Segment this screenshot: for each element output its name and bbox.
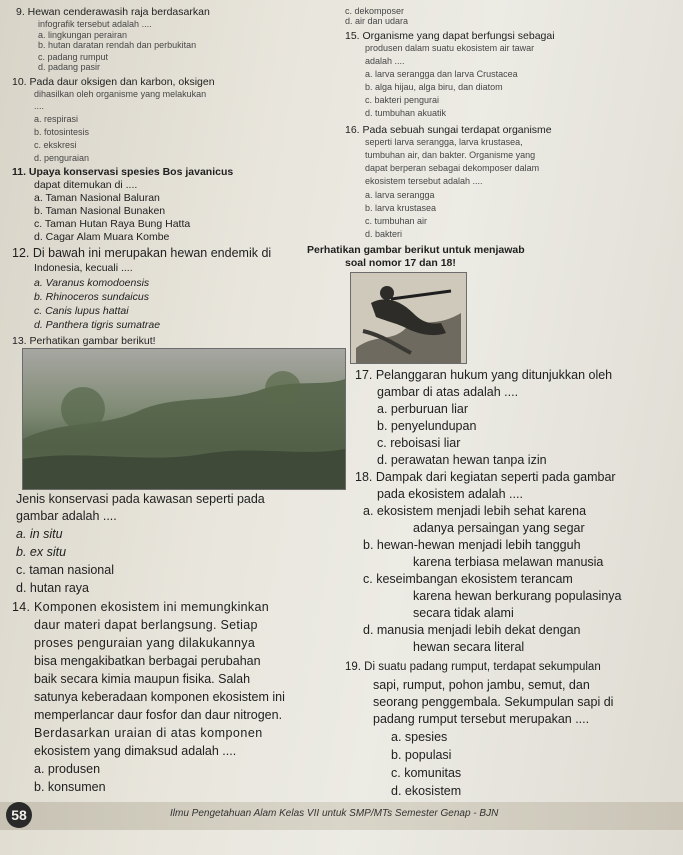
q13-option-b: b. ex situ	[16, 545, 67, 559]
q16-option-b: b. larva krustasea	[365, 203, 437, 213]
q10-line-2: dihasilkan oleh organisme yang melakukan	[34, 89, 207, 99]
q18-option-b: b. hewan-hewan menjadi lebih tangguh	[363, 538, 581, 552]
q13-option-d: d. hutan raya	[16, 581, 89, 595]
q15-line-1: 15. Organisme yang dapat berfungsi sebagai	[345, 30, 555, 42]
q17-option-b: b. penyelundupan	[377, 419, 477, 433]
q11-line-2: dapat ditemukan di ....	[34, 179, 138, 191]
q14-line-5: baik secara kimia maupun fisika. Salah	[34, 672, 251, 686]
q16-option-a: a. larva serangga	[365, 190, 435, 200]
q11-option-c: c. Taman Hutan Raya Bung Hatta	[34, 218, 191, 230]
q12-option-d: d. Panthera tigris sumatrae	[34, 319, 161, 331]
page-number: 58	[6, 802, 32, 828]
q16-line-1: 16. Pada sebuah sungai terdapat organisme	[345, 124, 552, 136]
q10-option-c: c. ekskresi	[34, 140, 77, 150]
q19-line-1: 19. Di suatu padang rumput, terdapat sekumpulan	[345, 661, 601, 673]
q13-intro: 13. Perhatikan gambar berikut!	[12, 335, 156, 347]
q19-option-b: b. populasi	[391, 748, 452, 762]
q18-option-c: c. keseimbangan ekosistem terancam	[363, 572, 573, 586]
q9-option-d: d. padang pasir	[38, 62, 101, 72]
q19-option-c: c. komunitas	[391, 766, 462, 780]
q19-line-3: seorang penggembala. Sekumpulan sapi di	[373, 695, 614, 709]
q18-option-a-cont: adanya persaingan yang segar	[413, 521, 585, 535]
q9-option-a: a. lingkungan perairan	[38, 30, 128, 40]
q14-line-4: bisa mengakibatkan berbagai perubahan	[34, 654, 261, 668]
q16-line-4: dapat berperan sebagai dekomposer dalam	[365, 163, 540, 173]
q12-option-b: b. Rhinoceros sundaicus	[34, 291, 149, 303]
q10-option-d: d. penguraian	[34, 153, 90, 163]
q16-line-2: seperti larva serangga, larva krustasea,	[365, 137, 523, 147]
q19-line-4: padang rumput tersebut merupakan ....	[373, 712, 590, 726]
q14-line-7: memperlancar daur fosfor dan daur nitrogen.	[34, 708, 283, 722]
q14-line-6: satunya keberadaan komponen ekosistem ini	[34, 690, 285, 704]
q9-line-2: infografik tersebut adalah ....	[38, 19, 152, 29]
q13-option-a: a. in situ	[16, 527, 63, 541]
q14-option-a: a. produsen	[34, 762, 101, 776]
q19-option-d: d. ekosistem	[391, 784, 462, 798]
hunter-drawing	[351, 273, 466, 363]
park-photo-illustration	[23, 349, 345, 489]
q13-line-1: Jenis konservasi pada kawasan seperti pada	[16, 492, 265, 506]
footer-title: Ilmu Pengetahuan Alam Kelas VII untuk SMP/MTs Semester Genap - BJN	[170, 808, 499, 819]
q14-line-1: 14. Komponen ekosistem ini memungkinkan	[12, 600, 269, 614]
park-photo	[22, 348, 346, 490]
instruction-line-2: soal nomor 17 dan 18!	[345, 257, 456, 269]
q18-line-1: 18. Dampak dari kegiatan seperti pada gambar	[355, 470, 616, 484]
q19-option-a: a. spesies	[391, 730, 448, 744]
q16-line-5: ekosistem tersebut adalah ....	[365, 176, 483, 186]
q9-option-d-right: d. air dan udara	[345, 16, 409, 26]
q19-line-2: sapi, rumput, pohon jambu, semut, dan	[373, 678, 590, 692]
q9-option-c: c. padang rumput	[38, 52, 109, 62]
q17-option-c: c. reboisasi liar	[377, 436, 461, 450]
q9-option-b: b. hutan daratan rendah dan perbukitan	[38, 40, 197, 50]
q12-option-a: a. Varanus komodoensis	[34, 277, 150, 289]
q10-option-b: b. fotosintesis	[34, 127, 90, 137]
q10-line-1: 10. Pada daur oksigen dan karbon, oksigen	[12, 76, 215, 88]
q12-line-1: 12. Di bawah ini merupakan hewan endemik di	[12, 246, 272, 260]
q14-line-9: ekosistem yang dimaksud adalah ....	[34, 744, 237, 758]
q14-line-3: proses penguraian yang dilakukannya	[34, 636, 256, 650]
q16-option-c: c. tumbuhan air	[365, 216, 428, 226]
q14-option-b: b. konsumen	[34, 780, 106, 794]
q15-option-b: b. alga hijau, alga biru, dan diatom	[365, 82, 503, 92]
q12-option-c: c. Canis lupus hattai	[34, 305, 129, 317]
q12-line-2: Indonesia, kecuali ....	[34, 262, 133, 274]
q16-line-3: tumbuhan air, dan bakter. Organisme yang	[365, 150, 536, 160]
q17-option-a: a. perburuan liar	[377, 402, 469, 416]
q9-line-1: 9. Hewan cenderawasih raja berdasarkan	[16, 6, 210, 18]
q16-option-d: d. bakteri	[365, 229, 403, 239]
q18-option-d-cont: hewan secara literal	[413, 640, 525, 654]
q17-option-d: d. perawatan hewan tanpa izin	[377, 453, 547, 467]
q18-option-a: a. ekosistem menjadi lebih sehat karena	[363, 504, 587, 518]
instruction-line-1: Perhatikan gambar berikut untuk menjawab	[307, 244, 525, 256]
hunter-illustration	[350, 272, 467, 364]
q13-option-c: c. taman nasional	[16, 563, 114, 577]
q11-line-1: 11. Upaya konservasi spesies Bos javanicus	[12, 166, 234, 178]
q9-option-c-right: c. dekomposer	[345, 6, 405, 16]
q15-option-d: d. tumbuhan akuatik	[365, 108, 447, 118]
q15-option-c: c. bakteri pengurai	[365, 95, 440, 105]
q17-line-1: 17. Pelanggaran hukum yang ditunjukkan oleh	[355, 368, 613, 382]
q14-line-2: daur materi dapat berlangsung. Setiap	[34, 618, 258, 632]
q11-option-d: d. Cagar Alam Muara Kombe	[34, 231, 170, 243]
q18-line-2: pada ekosistem adalah ....	[377, 487, 523, 501]
q14-line-8: Berdasarkan uraian di atas komponen	[34, 726, 263, 740]
q15-line-3: adalah ....	[365, 56, 405, 66]
q18-option-b-cont: karena terbiasa melawan manusia	[413, 555, 604, 569]
q15-option-a: a. larva serangga dan larva Crustacea	[365, 69, 518, 79]
q18-option-d: d. manusia menjadi lebih dekat dengan	[363, 623, 581, 637]
q15-line-2: produsen dalam suatu ekosistem air tawar	[365, 43, 535, 53]
q10-option-a: a. respirasi	[34, 114, 79, 124]
q18-option-c-cont2: secara tidak alami	[413, 606, 514, 620]
q17-line-2: gambar di atas adalah ....	[377, 385, 519, 399]
q11-option-b: b. Taman Nasional Bunaken	[34, 205, 166, 217]
q13-line-2: gambar adalah ....	[16, 509, 117, 523]
q18-option-c-cont: karena hewan berkurang populasinya	[413, 589, 622, 603]
q10-line-3: ....	[34, 101, 45, 111]
q11-option-a: a. Taman Nasional Baluran	[34, 192, 160, 204]
